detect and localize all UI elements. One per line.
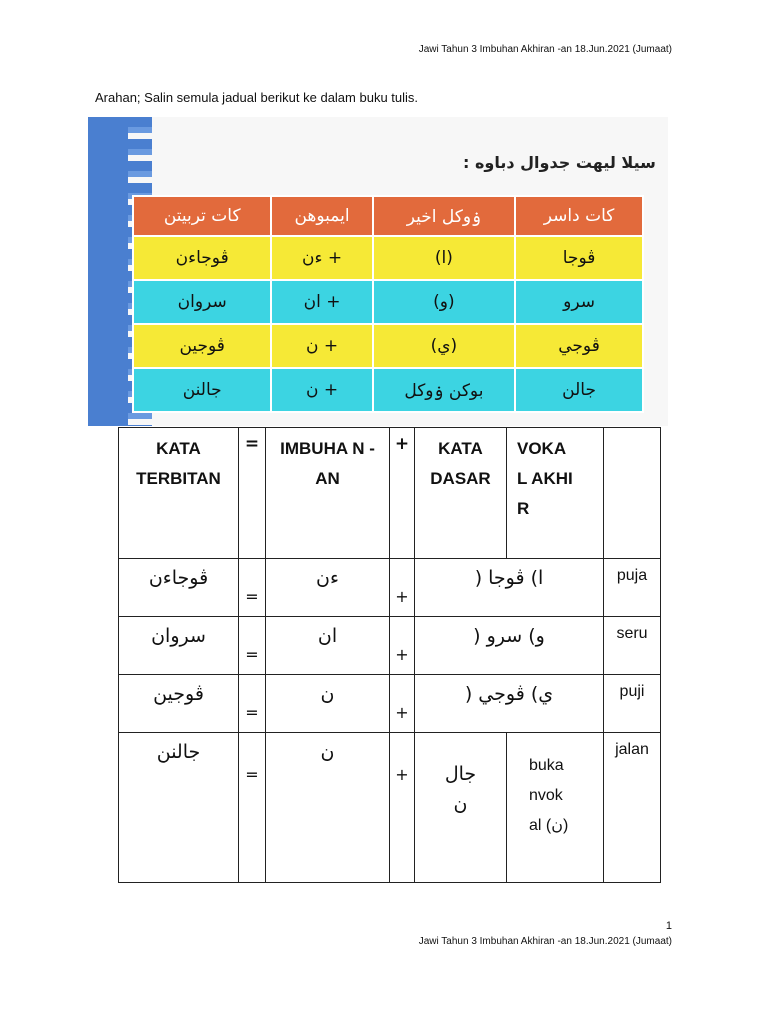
page-header: Jawi Tahun 3 Imbuhan Akhiran -an 18.Jun.2021 (Jumaat) — [418, 44, 672, 55]
table-row — [119, 675, 661, 733]
equals-sign: = — [245, 703, 259, 722]
instruction-text: Arahan; Salin semula jadual berikut ke dalam buku tulis. — [95, 90, 419, 105]
table-row — [119, 559, 661, 617]
roman-word-cell: jalan — [615, 741, 649, 758]
plus-sign: + — [395, 703, 409, 722]
colored-cell: (ا) — [373, 236, 515, 280]
colored-cell: ڤوجاءن — [133, 236, 271, 280]
colored-cell: + ان — [271, 280, 372, 324]
plus-sign: + — [395, 645, 409, 664]
colored-cell: ڤوجي — [515, 324, 643, 368]
page-footer: Jawi Tahun 3 Imbuhan Akhiran -an 18.Jun.2021 (Jumaat) — [418, 936, 672, 947]
header-base-word: KATA DASAR — [430, 439, 491, 488]
colored-cell: سروان — [133, 280, 271, 324]
page-number: 1 — [665, 920, 672, 932]
roman-word-cell: seru — [616, 625, 648, 642]
affix-cell: ءن — [316, 567, 339, 589]
derived-word-cell: ڤوجاءن — [148, 567, 209, 589]
base-word-cell: ي) ڤوجي ( — [464, 683, 554, 705]
derived-word-cell: ڤوجين — [153, 683, 204, 705]
colored-cell: ڤوجا — [515, 236, 643, 280]
final-vowel-note: buka nvok al (ن) — [529, 757, 569, 834]
base-word-cell: و) سرو ( — [473, 625, 545, 647]
table-row — [119, 617, 661, 675]
affix-cell: ن — [320, 741, 335, 763]
header-plus: + — [394, 434, 410, 454]
image-caption: سيلا ليهت جدوال دباوه : — [463, 153, 656, 172]
colored-cell: + ءن — [271, 236, 372, 280]
derived-word-cell: جالنن — [156, 741, 201, 763]
colored-header-cell: كات تربيتن — [133, 196, 271, 236]
plus-sign: + — [395, 765, 409, 784]
reference-table-image — [88, 117, 668, 426]
roman-word-cell: puja — [616, 567, 648, 584]
roman-word-cell: puji — [619, 683, 645, 700]
colored-table — [132, 195, 644, 413]
header-final-vowel: VOKA L AKHI R — [517, 439, 573, 518]
base-word-cell: جال ن — [444, 763, 477, 815]
colored-cell: + ن — [271, 324, 372, 368]
colored-cell: + ن — [271, 368, 372, 412]
colored-header-cell: ۏوكل اخير — [373, 196, 515, 236]
affix-cell: ان — [317, 625, 338, 647]
colored-cell: بوكن ۏوكل — [373, 368, 515, 412]
equals-sign: = — [245, 645, 259, 664]
header-affix: IMBUHA N -AN — [280, 439, 375, 488]
table-row — [119, 733, 661, 883]
colored-cell: (ي) — [373, 324, 515, 368]
base-word-cell: ا) ڤوجا ( — [474, 567, 544, 589]
colored-header-cell: ايمبوهن — [271, 196, 372, 236]
colored-cell: جالن — [515, 368, 643, 412]
plus-sign: + — [395, 587, 409, 606]
colored-cell: سرو — [515, 280, 643, 324]
colored-cell: (و) — [373, 280, 515, 324]
worksheet-table — [118, 427, 661, 883]
equals-sign: = — [245, 587, 259, 606]
colored-cell: جالنن — [133, 368, 271, 412]
header-equals: = — [244, 434, 260, 454]
header-derived-word: KATA TERBITAN — [136, 439, 221, 488]
colored-cell: ڤوجين — [133, 324, 271, 368]
colored-header-cell: كات داسر — [515, 196, 643, 236]
equals-sign: = — [245, 765, 259, 784]
derived-word-cell: سروان — [151, 625, 206, 647]
affix-cell: ن — [320, 683, 335, 705]
